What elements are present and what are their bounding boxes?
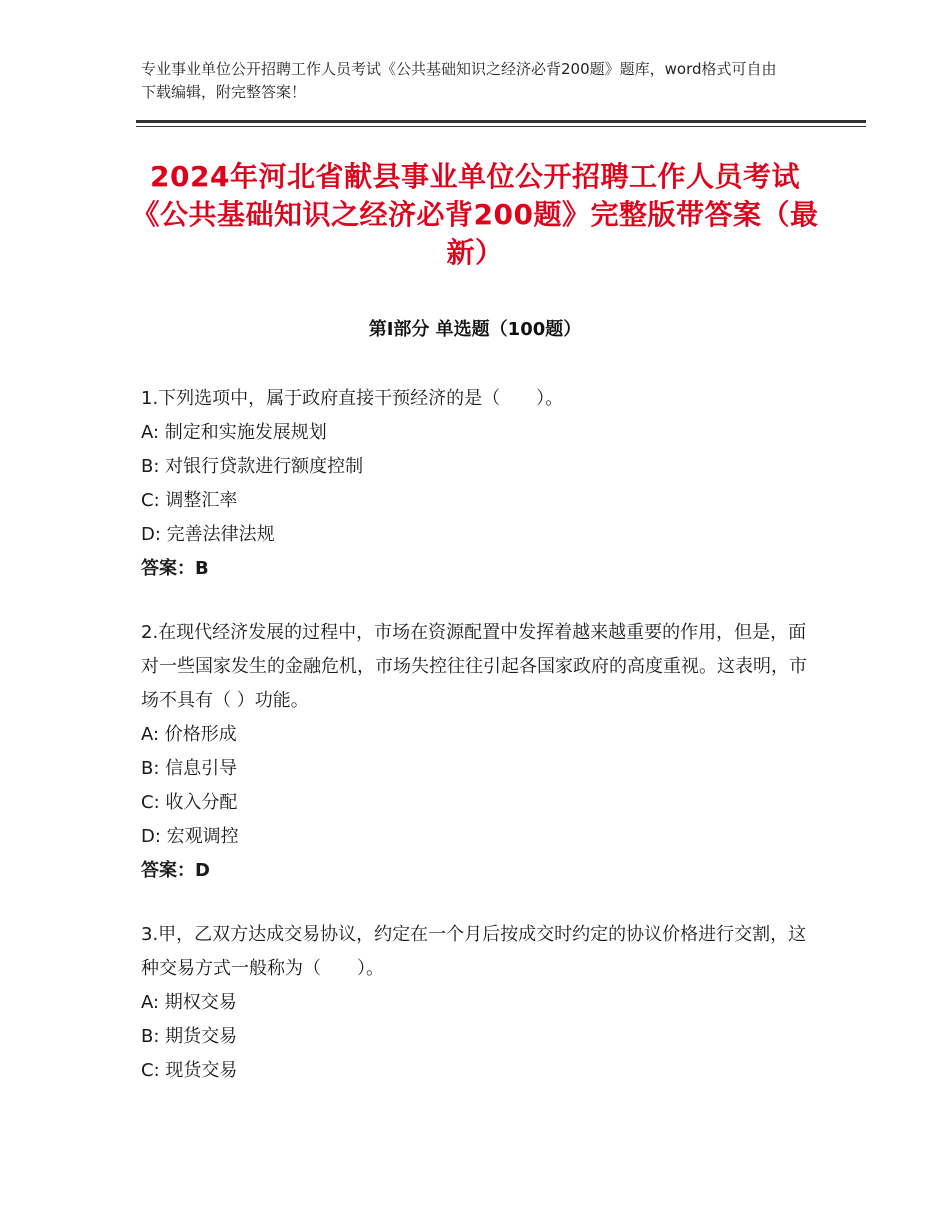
option-b: B: 期货交易 bbox=[141, 1026, 238, 1047]
answer: 答案：D bbox=[141, 860, 210, 881]
section-heading: 第Ⅰ部分 单选题（100题） bbox=[368, 319, 582, 340]
header-note: 专业事业单位公开招聘工作人员考试《公共基础知识之经济必背200题》题库，word格式可自由下载编辑，附完整答案！ bbox=[141, 60, 777, 101]
question-stem: 1.下列选项中，属于政府直接干预经济的是（ ）。 bbox=[141, 388, 564, 409]
option-d: D: 完善法律法规 bbox=[141, 524, 275, 545]
option-c: C: 调整汇率 bbox=[141, 490, 238, 511]
question-2 bbox=[141, 616, 821, 888]
header-divider-thick bbox=[136, 120, 866, 123]
option-c: C: 收入分配 bbox=[141, 792, 238, 813]
question-1 bbox=[141, 382, 821, 586]
answer: 答案：B bbox=[141, 558, 209, 579]
question-list bbox=[141, 382, 821, 1118]
question-3 bbox=[141, 918, 821, 1088]
option-a: A: 期权交易 bbox=[141, 992, 237, 1013]
option-b: B: 对银行贷款进行额度控制 bbox=[141, 456, 364, 477]
option-d: D: 宏观调控 bbox=[141, 826, 239, 847]
document-title: 2024年河北省献县事业单位公开招聘工作人员考试《公共基础知识之经济必背200题》完整版带答案（最新） bbox=[131, 160, 819, 269]
question-stem: 3.甲，乙双方达成交易协议，约定在一个月后按成交时约定的协议价格进行交割，这种交易方式一般称为（ ）。 bbox=[141, 924, 807, 979]
option-b: B: 信息引导 bbox=[141, 758, 238, 779]
option-c: C: 现货交易 bbox=[141, 1060, 238, 1081]
question-stem: 2.在现代经济发展的过程中，市场在资源配置中发挥着越来越重要的作用，但是，面对一些国家发生的金融危机，市场失控往往引起各国家政府的高度重视。这表明，市场不具有（ ）功能。 bbox=[141, 622, 807, 711]
header-divider-thin bbox=[136, 126, 866, 127]
option-a: A: 制定和实施发展规划 bbox=[141, 422, 327, 443]
option-a: A: 价格形成 bbox=[141, 724, 237, 745]
